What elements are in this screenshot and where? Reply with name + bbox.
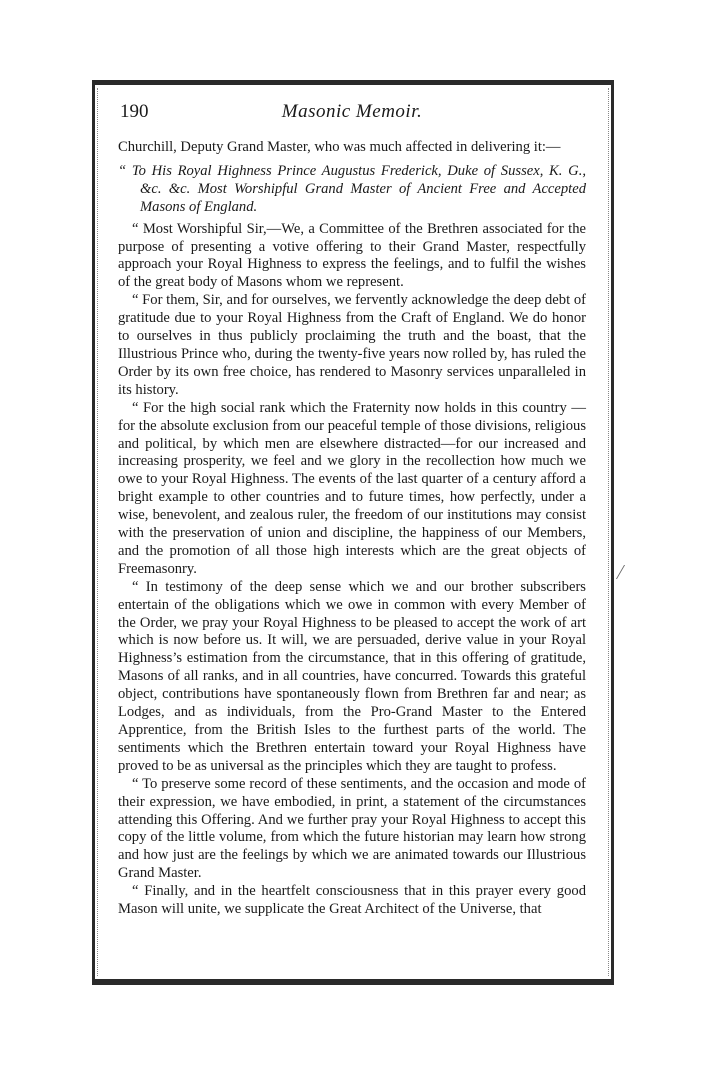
paragraph-2: “ For them, Sir, and for ourselves, we fervently acknowledge the deep debt of gratitude due to your Royal Highness from the Craft of England. We do honor to ourselves in thus publicly proclaiming the truth and the boast, that the Illustrious Prince who, during the twenty-five years now rolled by, has ruled the Order by its own free choice, has rendered to Masonry services unparalleled in its history. bbox=[118, 292, 586, 398]
paragraph-3: “ For the high social rank which the Fraternity now holds in this country —for the absolute exclusion from our peaceful temple of those divisions, religious and political, by which men are elsewhere distracted—for our increased and increasing prosperity, we feel and we glory in the recollection how much we owe to your Royal Highness. The events of the last quarter of a century afford a bright example to other countries and to future times, how perfectly, under a wise, benevolent, and zealous ruler, the freedom of our institutions may consist with the preservation of union and discipline, the happiness of our Members, and the promotion of all those high interests which are the great objects of Freemasonry. bbox=[118, 399, 586, 577]
running-title: Masonic Memoir. bbox=[281, 101, 423, 122]
margin-mark bbox=[616, 565, 631, 579]
paragraph-4: “ In testimony of the deep sense which we and our brother subscribers entertain of the obligations which we owe in common with every Member of the Order, we pray your Royal Highness to be pleased to accept the work of art which is now before us. It will, we are persuaded, derive value in your Royal Highness’s estimation from the circumstance, that in this offering of gratitude, Masons of all ranks, and in all countries, have concurred. Towards this grateful object, contributions have spontaneously flown from Brethren far and near; as Lodges, and as individuals, from the Pro-Grand Master to the Entered Apprentice, from the British Isles to the furthest parts of the world. The sentiments which the Brethren entertain toward your Royal Highness have proved to be as universal as the principles which they are taught to profess. bbox=[118, 578, 586, 774]
page-number: 190 bbox=[120, 101, 149, 122]
paragraph-6: “ Finally, and in the heartfelt consciousness that in this prayer every good Mason will unite, we supplicate the Great Architect of the Universe, that bbox=[118, 883, 586, 918]
intro-text: Churchill, Deputy Grand Master, who was much affected in delivering it:— bbox=[118, 139, 561, 155]
paragraph-5: “ To preserve some record of these sentiments, and the occasion and mode of their expression, we have embodied, in print, a statement of the circumstances attending this Offering. And we further pray your Royal Highness to accept this copy of the little volume, from which the future historian may learn how strong and how just are the feelings by which we are animated towards our Illustrious Grand Master. bbox=[118, 775, 586, 882]
paragraph-1: “ Most Worshipful Sir,—We, a Committee of the Brethren associated for the purpose of presenting a votive offering to their Grand Master, respectfully approach your Royal Highness to express the feelings, and to fulfil the wishes of the great body of Masons whom we represent. bbox=[118, 220, 586, 291]
page-header bbox=[118, 103, 586, 133]
page-content bbox=[118, 103, 586, 919]
address-heading: “ To His Royal Highness Prince Augustus Frederick, Duke of Sussex, K. G., &c. &c. Most Worshipful Grand Master of Ancient Free and Accepted Masons of England. bbox=[118, 162, 586, 215]
